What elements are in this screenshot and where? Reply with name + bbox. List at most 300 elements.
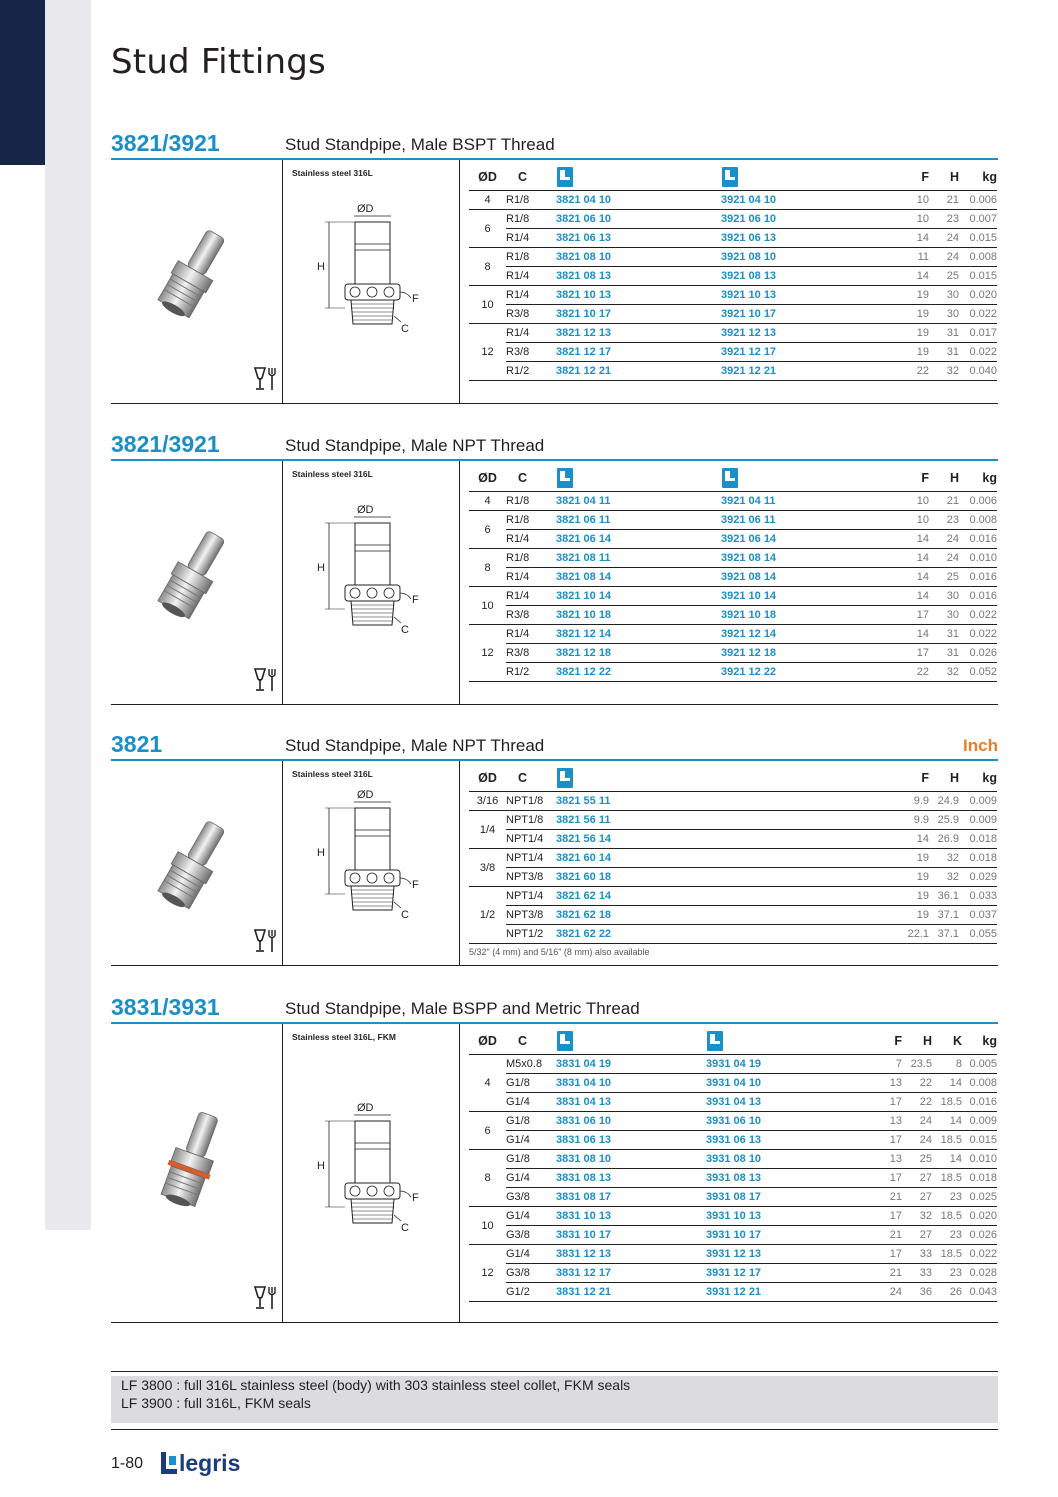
ref-series-icon <box>706 1030 724 1052</box>
cell-f: 11 <box>886 248 929 267</box>
col-header-h: H <box>929 765 959 792</box>
col-header-kg: kg <box>959 164 997 191</box>
cell-f: 13 <box>856 1074 902 1093</box>
cell-ref-316l[interactable]: 3821 12 21 <box>556 362 721 381</box>
cell-kg: 0.022 <box>959 625 997 644</box>
cell-ref-316l[interactable]: 3821 06 11 <box>556 511 721 530</box>
table-row <box>469 568 997 587</box>
cell-ref-316l[interactable]: 3821 62 14 <box>556 887 886 906</box>
drawing-column <box>283 461 460 704</box>
cell-f: 19 <box>886 868 929 887</box>
dimension-drawing <box>311 501 441 661</box>
cell-ref-full[interactable]: 3921 12 18 <box>721 644 886 663</box>
cell-ref-316l[interactable]: 3821 62 18 <box>556 906 886 925</box>
cell-kg: 0.006 <box>959 191 997 210</box>
page-title: Stud Fittings <box>111 42 326 82</box>
cell-f: 19 <box>886 343 929 362</box>
cell-ref-316l[interactable]: 3821 12 13 <box>556 324 721 343</box>
cell-thread: NPT1/4 <box>506 849 556 868</box>
cell-ref-316l[interactable]: 3831 10 13 <box>556 1207 706 1226</box>
section-unit: Inch <box>963 736 998 755</box>
photo-column <box>111 461 283 704</box>
cell-f: 17 <box>886 606 929 625</box>
cell-ref-316l[interactable]: 3821 06 10 <box>556 210 721 229</box>
svg-text:ØD: ØD <box>357 203 374 215</box>
cell-thread: R1/2 <box>506 362 556 381</box>
cell-kg: 0.018 <box>959 830 997 849</box>
cell-f: 22.1 <box>886 925 929 944</box>
cell-ref-full[interactable]: 3921 06 13 <box>721 229 886 248</box>
col-header-c: C <box>506 1028 556 1055</box>
cell-ref-full[interactable]: 3931 06 10 <box>706 1112 856 1131</box>
cell-ref-full[interactable]: 3921 06 14 <box>721 530 886 549</box>
product-section <box>111 994 998 1323</box>
table-row <box>469 830 997 849</box>
section-header <box>111 731 998 759</box>
drawing-wrapper <box>311 200 441 365</box>
cell-thread: G1/4 <box>506 1093 556 1112</box>
cell-f: 19 <box>886 887 929 906</box>
cell-f: 22 <box>886 663 929 682</box>
table-row <box>469 362 997 381</box>
col-header-c: C <box>506 465 556 492</box>
cell-thread: NPT1/4 <box>506 887 556 906</box>
cell-k: 23 <box>932 1188 962 1207</box>
cell-ref-full[interactable]: 3921 06 11 <box>721 511 886 530</box>
cell-thread: R1/8 <box>506 549 556 568</box>
cell-h: 24 <box>929 549 959 568</box>
cell-thread: R1/8 <box>506 210 556 229</box>
cell-h: 23.5 <box>902 1055 932 1074</box>
cell-ref-316l[interactable]: 3821 56 14 <box>556 830 886 849</box>
cell-f: 10 <box>886 210 929 229</box>
table-row <box>469 1150 997 1169</box>
cell-f: 14 <box>886 568 929 587</box>
table-row <box>469 1055 997 1074</box>
col-header-od: ØD <box>469 1028 506 1055</box>
cell-k: 23 <box>932 1226 962 1245</box>
ref-series-icon <box>556 467 574 489</box>
cell-kg: 0.010 <box>962 1150 997 1169</box>
svg-text:H: H <box>317 847 325 859</box>
col-header-ref2 <box>706 1028 856 1055</box>
cell-ref-316l[interactable]: 3831 06 10 <box>556 1112 706 1131</box>
cell-ref-full[interactable]: 3931 08 13 <box>706 1169 856 1188</box>
col-header-od: ØD <box>469 465 506 492</box>
cell-ref-full[interactable]: 3921 04 11 <box>721 492 886 511</box>
cell-thread: NPT1/8 <box>506 811 556 830</box>
cell-kg: 0.008 <box>959 511 997 530</box>
cell-kg: 0.025 <box>962 1188 997 1207</box>
cell-k: 18.5 <box>932 1207 962 1226</box>
cell-ref-full[interactable]: 3921 10 18 <box>721 606 886 625</box>
cell-ref-316l[interactable]: 3821 04 11 <box>556 492 721 511</box>
section-body <box>111 160 998 404</box>
section-body <box>111 761 998 966</box>
cell-kg: 0.015 <box>959 267 997 286</box>
cell-ref-full[interactable]: 3921 04 10 <box>721 191 886 210</box>
cell-thread: R1/4 <box>506 267 556 286</box>
drawing-column <box>283 160 460 403</box>
cell-thread: R3/8 <box>506 305 556 324</box>
cell-h: 24 <box>929 229 959 248</box>
cell-ref-full[interactable]: 3921 10 13 <box>721 286 886 305</box>
product-section <box>111 130 998 404</box>
cell-h: 37.1 <box>929 906 959 925</box>
cell-od: 12 <box>469 324 506 381</box>
svg-text:F: F <box>412 879 419 891</box>
table-row <box>469 1226 997 1245</box>
spec-column <box>460 1024 998 1322</box>
svg-text:F: F <box>412 1192 419 1204</box>
cell-ref-316l[interactable]: 3821 62 22 <box>556 925 886 944</box>
cell-ref-full[interactable]: 3931 10 13 <box>706 1207 856 1226</box>
footer-note: LF 3800 : full 316L stainless steel (body) with 303 stainless steel collet, FKM seals <box>121 1377 631 1393</box>
drawing-wrapper <box>311 1099 441 1264</box>
cell-ref-full[interactable]: 3921 06 10 <box>721 210 886 229</box>
svg-text:F: F <box>412 594 419 606</box>
cell-thread: R3/8 <box>506 644 556 663</box>
cell-kg: 0.029 <box>959 868 997 887</box>
cell-f: 19 <box>886 849 929 868</box>
drawing-wrapper <box>311 501 441 666</box>
cell-h: 33 <box>902 1245 932 1264</box>
cell-ref-316l[interactable]: 3821 10 14 <box>556 587 721 606</box>
cell-ref-316l[interactable]: 3821 10 18 <box>556 606 721 625</box>
cell-h: 36.1 <box>929 887 959 906</box>
cell-ref-full[interactable]: 3931 04 19 <box>706 1055 856 1074</box>
cell-ref-full[interactable]: 3921 08 10 <box>721 248 886 267</box>
cell-f: 14 <box>886 830 929 849</box>
col-header-ref1 <box>556 1028 706 1055</box>
footer-notes <box>111 1376 998 1423</box>
cell-ref-316l[interactable]: 3821 60 18 <box>556 868 886 887</box>
cell-h: 32 <box>929 663 959 682</box>
ref-series-icon <box>721 467 739 489</box>
cell-f: 19 <box>886 305 929 324</box>
table-row <box>469 606 997 625</box>
cell-ref-316l[interactable]: 3831 06 13 <box>556 1131 706 1150</box>
food-safe-icon <box>253 366 279 392</box>
cell-kg: 0.016 <box>959 530 997 549</box>
col-header-kg: kg <box>962 1028 997 1055</box>
cell-h: 23 <box>929 210 959 229</box>
table-row <box>469 1264 997 1283</box>
svg-text:H: H <box>317 1160 325 1172</box>
cell-ref-316l[interactable]: 3821 04 10 <box>556 191 721 210</box>
cell-k: 18.5 <box>932 1131 962 1150</box>
col-header-ref2 <box>721 164 886 191</box>
cell-thread: G1/8 <box>506 1150 556 1169</box>
cell-kg: 0.006 <box>959 492 997 511</box>
cell-f: 19 <box>886 906 929 925</box>
cell-h: 25 <box>902 1150 932 1169</box>
cell-kg: 0.018 <box>962 1169 997 1188</box>
cell-f: 19 <box>886 286 929 305</box>
cell-od: 10 <box>469 587 506 625</box>
col-header-ref1 <box>556 765 886 792</box>
spec-table <box>469 765 997 944</box>
cell-ref-full[interactable]: 3931 08 17 <box>706 1188 856 1207</box>
cell-ref-full[interactable]: 3931 04 10 <box>706 1074 856 1093</box>
cell-k: 18.5 <box>932 1245 962 1264</box>
cell-kg: 0.022 <box>959 343 997 362</box>
cell-ref-316l[interactable]: 3831 04 10 <box>556 1074 706 1093</box>
section-header <box>111 431 998 459</box>
cell-h: 27 <box>902 1169 932 1188</box>
food-safe-icon <box>253 667 279 693</box>
cell-kg: 0.016 <box>962 1093 997 1112</box>
fitting-photo <box>138 220 248 330</box>
cell-od: 3/8 <box>469 849 506 887</box>
cell-k: 18.5 <box>932 1169 962 1188</box>
cell-h: 26.9 <box>929 830 959 849</box>
cell-kg: 0.016 <box>959 587 997 606</box>
cell-od: 4 <box>469 1055 506 1112</box>
cell-thread: NPT1/4 <box>506 830 556 849</box>
cell-od: 8 <box>469 248 506 286</box>
cell-ref-316l[interactable]: 3831 08 17 <box>556 1188 706 1207</box>
cell-ref-full[interactable]: 3921 12 13 <box>721 324 886 343</box>
svg-text:C: C <box>401 909 409 921</box>
section-header <box>111 130 998 158</box>
cell-kg: 0.026 <box>959 644 997 663</box>
table-row <box>469 191 997 210</box>
col-header-kg: kg <box>959 465 997 492</box>
cell-kg: 0.055 <box>959 925 997 944</box>
side-tab-gray <box>45 0 91 1230</box>
spec-table <box>469 465 997 682</box>
cell-f: 17 <box>856 1245 902 1264</box>
cell-ref-316l[interactable]: 3821 06 14 <box>556 530 721 549</box>
cell-od: 1/2 <box>469 887 506 944</box>
cell-ref-316l[interactable]: 3831 10 17 <box>556 1226 706 1245</box>
col-header-od: ØD <box>469 765 506 792</box>
dimension-drawing <box>311 200 441 360</box>
section-title: Stud Standpipe, Male BSPP and Metric Thread <box>285 999 640 1018</box>
cell-k: 18.5 <box>932 1093 962 1112</box>
cell-h: 24 <box>929 248 959 267</box>
photo-column <box>111 761 283 965</box>
cell-ref-full[interactable]: 3921 08 14 <box>721 568 886 587</box>
spec-column <box>460 461 998 704</box>
cell-f: 24 <box>856 1283 902 1302</box>
cell-f: 17 <box>856 1093 902 1112</box>
cell-od: 6 <box>469 210 506 248</box>
side-tab-navy <box>0 0 45 165</box>
cell-ref-full[interactable]: 3921 10 17 <box>721 305 886 324</box>
cell-thread: G1/4 <box>506 1169 556 1188</box>
cell-ref-full[interactable]: 3921 08 13 <box>721 267 886 286</box>
fitting-photo <box>138 521 248 631</box>
cell-ref-316l[interactable]: 3821 60 14 <box>556 849 886 868</box>
section-title: Stud Standpipe, Male NPT Thread <box>285 736 545 755</box>
col-header-ref1 <box>556 164 721 191</box>
cell-thread: R1/4 <box>506 530 556 549</box>
cell-od: 10 <box>469 286 506 324</box>
cell-ref-full[interactable]: 3921 10 14 <box>721 587 886 606</box>
cell-ref-full[interactable]: 3931 06 13 <box>706 1131 856 1150</box>
table-row <box>469 1131 997 1150</box>
cell-od: 3/16 <box>469 792 506 811</box>
material-label: Stainless steel 316L <box>292 168 373 178</box>
table-row <box>469 549 997 568</box>
cell-h: 30 <box>929 606 959 625</box>
svg-text:H: H <box>317 261 325 273</box>
cell-od: 12 <box>469 1245 506 1302</box>
cell-ref-316l[interactable]: 3831 12 13 <box>556 1245 706 1264</box>
cell-kg: 0.040 <box>959 362 997 381</box>
cell-ref-full[interactable]: 3921 12 14 <box>721 625 886 644</box>
cell-thread: R1/4 <box>506 587 556 606</box>
cell-ref-316l[interactable]: 3821 08 11 <box>556 549 721 568</box>
col-header-k: K <box>932 1028 962 1055</box>
col-header-f: F <box>856 1028 902 1055</box>
cell-ref-316l[interactable]: 3821 55 11 <box>556 792 886 811</box>
section-title: Stud Standpipe, Male BSPT Thread <box>285 135 555 154</box>
cell-h: 36 <box>902 1283 932 1302</box>
table-row <box>469 925 997 944</box>
cell-h: 30 <box>929 305 959 324</box>
cell-kg: 0.015 <box>959 229 997 248</box>
cell-f: 10 <box>886 492 929 511</box>
food-safe-wrapper <box>253 667 279 698</box>
cell-ref-316l[interactable]: 3821 12 17 <box>556 343 721 362</box>
cell-ref-316l[interactable]: 3821 08 10 <box>556 248 721 267</box>
food-safe-wrapper <box>253 366 279 397</box>
cell-od: 12 <box>469 625 506 682</box>
cell-kg: 0.022 <box>962 1245 997 1264</box>
cell-k: 14 <box>932 1074 962 1093</box>
food-safe-wrapper <box>253 1285 279 1316</box>
cell-f: 17 <box>856 1169 902 1188</box>
section-code: 3821 <box>111 731 163 757</box>
footer-divider-bottom <box>111 1429 998 1430</box>
drawing-wrapper <box>311 786 441 951</box>
svg-text:F: F <box>412 293 419 305</box>
cell-k: 8 <box>932 1055 962 1074</box>
cell-thread: G3/8 <box>506 1264 556 1283</box>
cell-kg: 0.052 <box>959 663 997 682</box>
cell-ref-full[interactable]: 3931 12 21 <box>706 1283 856 1302</box>
cell-h: 24 <box>902 1112 932 1131</box>
cell-h: 25 <box>929 568 959 587</box>
cell-ref-full[interactable]: 3931 08 10 <box>706 1150 856 1169</box>
col-header-ref1 <box>556 465 721 492</box>
table-row <box>469 1245 997 1264</box>
cell-ref-full[interactable]: 3921 12 22 <box>721 663 886 682</box>
cell-h: 25.9 <box>929 811 959 830</box>
cell-kg: 0.007 <box>959 210 997 229</box>
table-row <box>469 1093 997 1112</box>
dimension-drawing <box>311 1099 441 1259</box>
cell-ref-316l[interactable]: 3821 10 13 <box>556 286 721 305</box>
material-label: Stainless steel 316L, FKM <box>292 1032 396 1042</box>
footer-divider-top <box>111 1371 998 1372</box>
cell-thread: G1/4 <box>506 1131 556 1150</box>
svg-text:C: C <box>401 1222 409 1234</box>
cell-ref-316l[interactable]: 3831 12 21 <box>556 1283 706 1302</box>
cell-ref-316l[interactable]: 3821 08 14 <box>556 568 721 587</box>
cell-ref-316l[interactable]: 3831 04 13 <box>556 1093 706 1112</box>
cell-ref-316l[interactable]: 3831 08 13 <box>556 1169 706 1188</box>
cell-kg: 0.037 <box>959 906 997 925</box>
cell-f: 19 <box>886 324 929 343</box>
cell-ref-316l[interactable]: 3821 56 11 <box>556 811 886 830</box>
cell-ref-full[interactable]: 3931 12 17 <box>706 1264 856 1283</box>
cell-f: 7 <box>856 1055 902 1074</box>
cell-ref-316l[interactable]: 3831 04 19 <box>556 1055 706 1074</box>
cell-ref-full[interactable]: 3931 10 17 <box>706 1226 856 1245</box>
table-row <box>469 868 997 887</box>
cell-h: 32 <box>902 1207 932 1226</box>
cell-h: 24.9 <box>929 792 959 811</box>
cell-ref-316l[interactable]: 3831 08 10 <box>556 1150 706 1169</box>
table-row <box>469 530 997 549</box>
cell-h: 22 <box>902 1074 932 1093</box>
cell-h: 33 <box>902 1264 932 1283</box>
cell-ref-full[interactable]: 3921 12 17 <box>721 343 886 362</box>
section-header <box>111 994 998 1022</box>
cell-ref-full[interactable]: 3931 04 13 <box>706 1093 856 1112</box>
col-header-f: F <box>886 465 929 492</box>
fitting-photo <box>138 1104 248 1214</box>
ref-series-icon <box>721 166 739 188</box>
cell-f: 22 <box>886 362 929 381</box>
section-code: 3821/3921 <box>111 431 220 457</box>
cell-h: 32 <box>929 362 959 381</box>
cell-k: 14 <box>932 1112 962 1131</box>
cell-h: 31 <box>929 343 959 362</box>
spec-table <box>469 164 997 381</box>
cell-ref-316l[interactable]: 3821 08 13 <box>556 267 721 286</box>
cell-h: 24 <box>902 1131 932 1150</box>
cell-f: 14 <box>886 549 929 568</box>
cell-f: 21 <box>856 1226 902 1245</box>
cell-ref-316l[interactable]: 3831 12 17 <box>556 1264 706 1283</box>
cell-h: 22 <box>902 1093 932 1112</box>
cell-ref-full[interactable]: 3931 12 13 <box>706 1245 856 1264</box>
product-section <box>111 431 998 705</box>
cell-thread: NPT3/8 <box>506 906 556 925</box>
cell-ref-316l[interactable]: 3821 12 18 <box>556 644 721 663</box>
footer-note: LF 3900 : full 316L, FKM seals <box>121 1395 311 1411</box>
cell-ref-316l[interactable]: 3821 06 13 <box>556 229 721 248</box>
cell-thread: R3/8 <box>506 343 556 362</box>
table-row <box>469 1207 997 1226</box>
section-body <box>111 461 998 705</box>
cell-od: 4 <box>469 191 506 210</box>
photo-wrapper <box>138 811 248 926</box>
brand-logo <box>161 1450 240 1477</box>
table-row <box>469 811 997 830</box>
cell-ref-full[interactable]: 3921 08 14 <box>721 549 886 568</box>
cell-kg: 0.026 <box>962 1226 997 1245</box>
ref-series-icon <box>556 767 574 789</box>
cell-f: 14 <box>886 530 929 549</box>
section-code: 3821/3921 <box>111 130 220 156</box>
cell-kg: 0.018 <box>959 849 997 868</box>
section-body <box>111 1024 998 1323</box>
cell-ref-316l[interactable]: 3821 10 17 <box>556 305 721 324</box>
cell-ref-full[interactable]: 3921 12 21 <box>721 362 886 381</box>
table-row <box>469 1188 997 1207</box>
table-row <box>469 343 997 362</box>
drawing-column <box>283 1024 460 1322</box>
cell-ref-316l[interactable]: 3821 12 14 <box>556 625 721 644</box>
table-row <box>469 906 997 925</box>
cell-ref-316l[interactable]: 3821 12 22 <box>556 663 721 682</box>
